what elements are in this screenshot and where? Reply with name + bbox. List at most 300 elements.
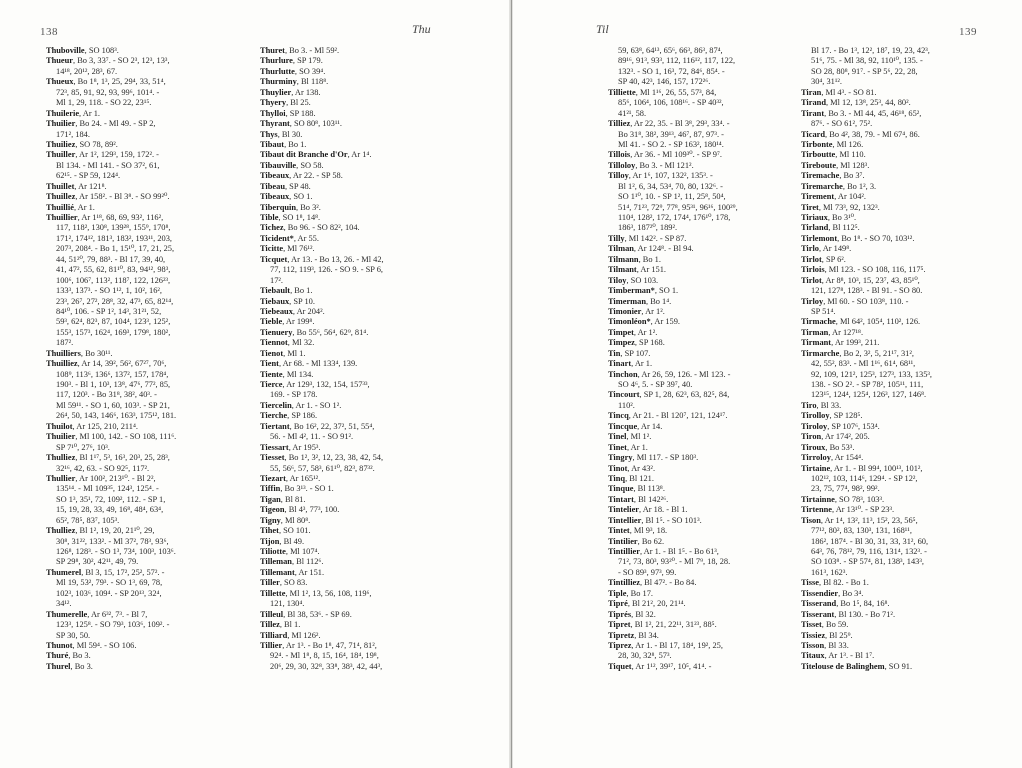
index-entry <box>260 610 474 620</box>
entry-surname: Tienuery <box>260 327 293 337</box>
entry-references: , Ml 123. - SO 108, 116, 117⁵. <box>824 265 926 275</box>
entry-references: , Bo 3⁴. <box>838 588 864 598</box>
entry-references: , Ml 110. <box>835 150 866 160</box>
entry-surname: Tiebault <box>260 286 291 296</box>
entry-references: Bo 31⁸, 38², 39¹³, 46⁷, 87, 97³. - <box>618 129 724 139</box>
entry-surname: Tireboute <box>801 160 837 170</box>
index-entry <box>46 641 260 651</box>
entry-surname: Tirmache <box>801 317 836 327</box>
entry-references: , SO 58. <box>296 160 324 170</box>
entry-references: 100⁶, 106⁷, 113², 118⁷, 122, 126²³, <box>56 275 171 285</box>
index-entry-continuation <box>46 338 260 348</box>
entry-references: Ml 19, 53², 79³. - SO 1³, 69, 78, <box>56 578 163 588</box>
entry-references: , Ar 129³, 132, 154, 157³³, <box>282 380 370 389</box>
entry-references: 20⁶, 29, 30, 32⁸, 33⁸, 38³, 42, 44³, <box>270 661 383 671</box>
entry-surname: Thuiller <box>46 150 76 160</box>
index-entry <box>608 464 822 474</box>
entry-surname: Tierche <box>260 411 288 421</box>
entry-surname: Thuiliez <box>46 139 76 149</box>
index-entry <box>801 98 1015 108</box>
entry-surname: Thumerel <box>46 567 82 577</box>
entry-surname: Tissiez <box>801 630 826 640</box>
entry-references: 102¹², 103, 114⁶, 129⁴. - SP 12², <box>811 473 918 483</box>
index-entry <box>801 317 1015 327</box>
entry-references: , Bo 1², 3. <box>842 181 877 191</box>
entry-references: , Bl 1¹⁷, 5³, 16³, 20³, 25, 28³, <box>75 453 170 463</box>
index-entry-continuation <box>801 359 1015 369</box>
entry-references: , Ar 13. - Bo 13, 26. - Ml 42, <box>287 254 384 264</box>
index-entry-continuation <box>608 401 822 411</box>
index-entry <box>260 349 474 359</box>
entry-surname: Tibauville <box>260 160 297 170</box>
entry-surname: Thuylier <box>260 87 292 97</box>
index-entry <box>801 432 1015 442</box>
entry-references: 89¹⁶, 91³, 93³, 112, 116¹², 117, 122, <box>618 56 736 66</box>
index-entry-continuation <box>46 328 260 338</box>
index-entry-continuation <box>46 171 260 181</box>
entry-references: , Bo 3². <box>296 202 321 212</box>
entry-references: , Bo 2, 3², 5, 21¹⁷, 31², <box>839 348 914 358</box>
index-entry-continuation <box>46 537 260 547</box>
index-entry <box>801 453 1015 463</box>
entry-references: , Bo 3. <box>70 661 93 671</box>
entry-surname: Tiliotte <box>260 547 286 556</box>
index-entry <box>801 182 1015 192</box>
index-entry-continuation <box>46 98 260 108</box>
index-entry <box>801 203 1015 213</box>
index-entry <box>608 349 822 359</box>
entry-references: , Ml 1¹⁶, 26, 55, 57³, 84, <box>635 87 717 97</box>
index-entry <box>801 401 1015 411</box>
entry-references: , Ml 1. <box>283 348 306 358</box>
entry-references: , Bl 1. <box>279 620 301 630</box>
entry-surname: Tinot <box>608 463 628 473</box>
index-entry-continuation <box>801 307 1015 317</box>
entry-references: , Ar 1. <box>626 442 648 452</box>
entry-surname: Tipretz <box>608 630 635 640</box>
entry-surname: Tiessart <box>260 442 289 452</box>
index-entry-continuation <box>801 46 1015 56</box>
entry-references: , Ar 1. - Bl 1⁵. - Bo 61³, <box>639 547 719 556</box>
entry-references: 155³, 157³, 162⁴, 169³, 179⁸, 180², <box>56 327 171 337</box>
index-entry <box>801 244 1015 254</box>
entry-references: , Bo 59. <box>821 620 849 630</box>
index-entry <box>46 203 260 213</box>
index-entry-continuation <box>801 77 1015 87</box>
entry-surname: Tiberquin <box>260 202 297 212</box>
index-entry-continuation <box>608 67 822 77</box>
index-entry-continuation <box>46 599 260 609</box>
entry-surname: Tintelier <box>608 505 640 515</box>
entry-surname: Tigan <box>260 494 281 504</box>
entry-surname: Tintilliez <box>608 578 640 588</box>
entry-references: 123³, 125⁸. - SO 79³, 103⁶, 109². - <box>56 620 170 630</box>
entry-references: SP 30, 50. <box>56 630 91 640</box>
index-entry-continuation <box>608 140 822 150</box>
index-column <box>801 46 1015 672</box>
index-entry-continuation <box>608 651 822 661</box>
entry-references: , Bo 16², 22, 37², 51, 55⁴, <box>289 421 375 431</box>
entry-references: , Ar 14, 39², 56², 67²⁷, 70⁶, <box>77 359 167 369</box>
entry-references: , Ar 204². <box>292 306 325 316</box>
entry-references: , Ar 43². <box>627 463 656 473</box>
entry-surname: Thurminy <box>260 77 297 87</box>
index-entry <box>260 516 474 526</box>
index-entry <box>260 589 474 599</box>
index-entry <box>260 474 474 484</box>
entry-references: , Bo 55⁶, 56⁴, 62⁹, 81⁴. <box>292 327 369 337</box>
entry-references: 108⁹, 113⁶, 136⁶, 137², 157, 178⁴, <box>56 369 169 379</box>
entry-surname: Tigny <box>260 515 281 525</box>
entry-surname: Tintart <box>608 494 634 504</box>
entry-surname: Thunot <box>46 640 73 650</box>
page-number: 139 <box>959 26 977 38</box>
entry-references: , Bo 3, 33⁷. - SO 2³, 12³, 13³, <box>73 56 170 66</box>
index-entry <box>46 651 260 661</box>
entry-references: , SO 78, 89². <box>75 139 118 149</box>
index-entry-continuation <box>46 516 260 526</box>
entry-surname: Tibaut dit Branche d'Or <box>260 150 348 160</box>
entry-references: 138. - SO 2². - SP 78², 105¹¹, 111, <box>811 380 924 389</box>
entry-references: 28, 30, 32⁸, 57³. <box>618 651 672 661</box>
entry-surname: Tichez <box>260 223 284 233</box>
entry-references: , Bl 25. <box>286 98 311 108</box>
entry-references: , Ar 158². - Bl 3⁸. - SO 99²⁰. <box>75 192 170 202</box>
entry-references: 23, 75, 77⁴, 98², 99². <box>811 484 880 494</box>
entry-surname: Tibeaux <box>260 171 290 181</box>
entry-references: , Bo 1², 3², 12, 23, 38, 42, 54, <box>284 453 384 463</box>
entry-references: , Ml 126². <box>287 630 321 640</box>
entry-surname: Thuillet <box>46 181 75 191</box>
entry-references: 186³, 187²⁰, 189². <box>618 223 678 233</box>
entry-references: Bl 134. - Ml 141. - SO 37², 61, <box>56 160 160 170</box>
entry-references: , Ar 151. <box>636 265 667 275</box>
index-entry <box>46 150 260 160</box>
index-entry <box>46 662 260 672</box>
index-entry-continuation <box>801 557 1015 567</box>
entry-references: SP 29⁸, 30², 42¹¹, 49, 79. <box>56 557 139 567</box>
index-entry <box>46 349 260 359</box>
entry-references: 30⁸, 31²², 133². - Ml 37², 78³, 93⁶, <box>56 536 169 546</box>
entry-references: 133³, 137³. - SO 1¹², 1, 10², 16², <box>56 286 163 296</box>
entry-surname: Tiloy <box>608 275 627 285</box>
entry-references: , Ml 80⁸. <box>280 515 311 525</box>
entry-references: , Ar 127¹⁸. <box>828 327 864 337</box>
entry-surname: Thuilot <box>46 421 73 431</box>
entry-references: , Ar 1². <box>633 327 658 337</box>
entry-surname: Tirtainne <box>801 494 835 504</box>
entry-surname: Tirmant <box>801 338 832 348</box>
index-entry <box>260 255 474 265</box>
entry-references: , Ar 138. <box>291 87 321 97</box>
index-entry <box>608 578 822 588</box>
entry-surname: Thuilier <box>46 432 76 442</box>
entry-references: , Bl 38, 53⁶. - SP 69. <box>283 609 352 619</box>
entry-references: , SP 107⁶, 153⁴. <box>827 421 880 431</box>
entry-references: 15, 19, 28, 33, 49, 16⁸, 48⁴, 63⁴, <box>56 505 164 515</box>
entry-surname: Tillier <box>260 640 283 650</box>
index-entry-continuation <box>608 182 822 192</box>
index-entry <box>801 255 1015 265</box>
index-entry <box>260 234 474 244</box>
entry-references: 44, 51²⁰, 79, 88³. - Bl 17, 39, 40, <box>56 254 166 264</box>
entry-references: , Bl 142²⁶. <box>633 494 669 504</box>
entry-references: Bl 17. - Bo 1³, 12², 18⁷, 19, 23, 42³, <box>811 46 930 55</box>
entry-references: 126⁸, 128³. - SO 1³, 73⁴, 100³, 103⁶. <box>56 547 176 556</box>
entry-references: , Ar 22. - SP 58. <box>289 171 343 181</box>
index-column <box>260 46 474 672</box>
index-entry-continuation <box>46 67 260 77</box>
entry-references: , Ar 1¹², 39¹⁷, 10⁵, 41⁴. - <box>631 661 712 671</box>
entry-surname: Tillois <box>608 150 631 160</box>
index-entry <box>801 610 1015 620</box>
entry-surname: Tirbonte <box>801 139 833 149</box>
index-entry <box>801 599 1015 609</box>
entry-references: , Bo 24. - Ml 49. - SP 2, <box>75 119 156 129</box>
index-entry-continuation <box>46 443 260 453</box>
entry-references: , SO 1. <box>289 192 313 202</box>
entry-references: SO 103⁸. - SP 57⁴, 81, 138³, 143³, <box>811 557 924 567</box>
index-entry <box>260 453 474 463</box>
index-entry <box>260 140 474 150</box>
index-entry <box>801 578 1015 588</box>
entry-references: Bl 1², 6, 34, 53⁴, 70, 80, 132⁶. - <box>618 181 723 191</box>
entry-references: , Ar 195³. <box>288 442 321 452</box>
index-entry <box>260 328 474 338</box>
index-entry-continuation <box>801 370 1015 380</box>
index-entry-continuation <box>46 505 260 515</box>
index-entry <box>801 422 1015 432</box>
entry-references: , Bl 118⁸. <box>296 77 329 87</box>
index-entry <box>260 359 474 369</box>
index-entry <box>260 547 474 557</box>
index-entry-continuation <box>608 46 822 56</box>
entry-references: , Ar 36. - Ml 109³⁰. - SP 9⁷. <box>630 150 722 160</box>
right-page <box>511 0 1022 768</box>
index-entry <box>801 443 1015 453</box>
index-entry <box>46 182 260 192</box>
entry-references: , SP 6². <box>821 254 846 264</box>
entry-references: , SO 78³, 103³. <box>834 494 885 504</box>
index-entry-continuation <box>608 77 822 87</box>
entry-surname: Tijon <box>260 536 280 546</box>
index-entry-continuation <box>260 276 474 286</box>
entry-surname: Tirement <box>801 192 835 202</box>
entry-references: 72³, 85, 91, 92, 93, 99⁶, 101⁴. - <box>56 87 160 97</box>
entry-surname: Tiran <box>801 87 822 97</box>
index-entry <box>801 662 1015 672</box>
entry-references: , Bl 4³, 77³, 100. <box>284 505 340 515</box>
entry-references: SO 1¹⁰, 10. - SP 1², 11, 25⁸, 50⁴, <box>618 192 726 202</box>
entry-surname: Thyrant <box>260 119 290 129</box>
entry-references: , Bo 1. <box>290 286 313 296</box>
entry-references: , Ar 26, 59, 126. - Ml 123. - <box>637 369 731 379</box>
entry-surname: Tirlemont <box>801 233 838 243</box>
entry-references: , Bl 1², 19, 20, 21¹⁰, 29, <box>75 526 155 536</box>
entry-references: , Ar 100², 213¹⁰. - Bl 2², <box>75 473 156 483</box>
entry-references: 14¹⁸, 20¹², 28³, 67. <box>56 66 118 76</box>
entry-surname: Tirlot <box>801 275 822 285</box>
entry-references: , Ml 126. <box>832 139 864 149</box>
entry-references: , Ar 1. <box>631 359 653 369</box>
index-entry <box>260 443 474 453</box>
index-entry-continuation <box>801 286 1015 296</box>
entry-surname: Tilleul <box>260 609 284 619</box>
index-entry-continuation <box>260 432 474 442</box>
entry-surname: Tincq <box>608 411 629 421</box>
index-entry-continuation <box>260 265 474 275</box>
entry-surname: Tinet <box>608 442 627 452</box>
entry-surname: Tingry <box>608 453 633 463</box>
entry-references: 207³, 208⁴. - Bo 1, 15¹⁰, 17, 21, 25, <box>56 244 175 254</box>
index-entry <box>46 474 260 484</box>
index-column <box>46 46 260 672</box>
entry-references: 26⁴, 50, 143, 146⁶, 163³, 175¹², 181. <box>56 411 177 421</box>
entry-references: , Ml 117. - SP 180³. <box>632 453 699 463</box>
index-entry <box>608 328 822 338</box>
entry-surname: Tiron <box>801 432 822 442</box>
index-entry <box>260 307 474 317</box>
entry-surname: Tiennot <box>260 338 288 348</box>
entry-references: 186², 187⁴. - Bl 30, 31, 33, 31², 60, <box>811 536 929 546</box>
entry-references: , SO 1⁸, 14⁸. <box>278 213 321 222</box>
entry-references: , Bl 1⁵. - SO 101³. <box>641 515 702 525</box>
entry-surname: Tisson <box>801 640 825 650</box>
index-entry <box>260 620 474 630</box>
index-entry <box>801 161 1015 171</box>
index-entry <box>801 297 1015 307</box>
entry-surname: Tinchon <box>608 369 638 379</box>
entry-surname: Thys <box>260 129 278 139</box>
entry-surname: Tierce <box>260 380 283 389</box>
index-entry <box>260 297 474 307</box>
index-entry <box>608 338 822 348</box>
entry-references: , Bl 25⁹. <box>825 630 853 640</box>
running-head: Til <box>596 22 609 36</box>
index-entry <box>260 77 474 87</box>
entry-references: 87⁶. - SO 61², 75². <box>811 119 873 129</box>
entry-surname: Ticquet <box>260 254 288 264</box>
index-entry <box>801 641 1015 651</box>
index-entry <box>608 516 822 526</box>
entry-references: , Bl 3, 15, 17², 25², 57². - <box>81 567 165 577</box>
entry-surname: Tipret <box>608 620 631 630</box>
entry-references: , Ml 73³, 92, 132³. <box>818 202 880 212</box>
index-entry <box>46 359 260 369</box>
index-entry-continuation <box>46 557 260 567</box>
entry-surname: Tiriaux <box>801 213 828 222</box>
entry-references: 187². <box>56 338 74 348</box>
index-entry-continuation <box>46 255 260 265</box>
index-entry <box>608 547 822 557</box>
entry-references: , Bo 30¹¹. <box>80 348 113 358</box>
entry-surname: Tintillier <box>608 547 640 556</box>
entry-references: , Ar 165¹². <box>285 473 321 483</box>
entry-references: , Ar 1⁴, 13², 11³, 15², 23, 56⁵, <box>820 515 918 525</box>
entry-references: , SP 107. <box>620 348 651 358</box>
entry-surname: Tisset <box>801 620 822 630</box>
entry-surname: Tigeon <box>260 505 285 515</box>
entry-references: , Bl 47². - Bo 84. <box>639 578 697 588</box>
index-entry-continuation <box>260 651 474 661</box>
entry-surname: Ticident* <box>260 233 294 243</box>
index-entry-continuation <box>608 203 822 213</box>
entry-references: 23³, 26⁷, 27², 28⁸, 32, 47³, 65, 82¹⁴, <box>56 296 174 306</box>
entry-references: , Bo 1. <box>638 254 661 264</box>
entry-surname: Tirboutte <box>801 150 836 160</box>
entry-surname: Tiremache <box>801 171 840 181</box>
entry-references: , Bo 1⁸. - SO 70, 103¹². <box>837 233 915 243</box>
entry-references: 30⁴, 31¹². <box>811 77 842 87</box>
entry-references: , SP 179. <box>292 56 323 66</box>
entry-references: , SP 168. <box>634 338 665 348</box>
entry-surname: Tisserand <box>801 599 837 609</box>
entry-references: , Bo 3. - Ml 121². <box>635 160 694 170</box>
entry-references: , Ar 1. - SO 1². <box>291 400 342 410</box>
entry-references: , SP 1, 28, 62³, 63, 82⁵, 84, <box>639 390 730 400</box>
entry-references: 190³. - Bl 1, 10³, 13⁸, 47⁶, 77², 85, <box>56 380 171 389</box>
entry-references: 117, 118², 130⁸, 139²⁸, 155⁹, 170⁸, <box>56 223 171 233</box>
entry-surname: Tisse <box>801 578 819 588</box>
entry-references: , Ar 199⁸. <box>282 317 315 327</box>
entry-surname: Thurlure <box>260 56 293 66</box>
entry-surname: Tillez <box>260 620 280 630</box>
entry-surname: Timpet <box>608 327 634 337</box>
entry-surname: Tirtenne <box>801 505 833 515</box>
entry-surname: Thulliez <box>46 526 76 536</box>
index-entry <box>608 244 822 254</box>
entry-surname: Thuré <box>46 651 69 661</box>
entry-references: , Bo 17. <box>626 588 653 598</box>
index-entry-continuation <box>46 390 260 400</box>
entry-references: , Ar 125, 210, 211⁴. <box>72 421 138 431</box>
entry-surname: Tilloloy <box>608 160 636 170</box>
index-entry <box>608 432 822 442</box>
index-entry-continuation <box>46 411 260 421</box>
entry-references: , Bl 1², 21, 22¹¹, 31²³, 88⁵. <box>630 620 717 630</box>
entry-surname: Thuillier <box>46 213 78 222</box>
index-entry <box>608 171 822 181</box>
index-entry <box>608 443 822 453</box>
entry-references: , Ar 1¹⁸, 68, 69, 93², 116², <box>77 213 164 222</box>
entry-references: , Ar 174², 205. <box>821 432 870 442</box>
entry-surname: Tiroux <box>801 442 826 452</box>
entry-references: , Ar 68. - Ml 133⁴, 139. <box>278 359 358 369</box>
entry-surname: Thuret <box>260 46 285 55</box>
entry-references: SO 1³, 35¹, 72, 109², 112. - SP 1, <box>56 494 166 504</box>
entry-references: , Bo 4², 38, 79. - Ml 67⁴, 86. <box>825 129 920 139</box>
entry-surname: Tirman <box>801 327 829 337</box>
entry-surname: Tisserant <box>801 609 835 619</box>
entry-surname: Tihet <box>260 526 279 536</box>
entry-surname: Tiente <box>260 369 283 379</box>
index-entry <box>46 140 260 150</box>
entry-references: , Ar 1. - Bl 17, 18⁴, 19², 25, <box>631 640 723 650</box>
index-entry <box>46 46 260 56</box>
entry-surname: Thurlutte <box>260 66 295 76</box>
entry-references: , Bo 3¹⁰. <box>827 213 857 222</box>
index-entry-continuation <box>801 67 1015 77</box>
entry-surname: Timonléon* <box>608 317 651 327</box>
index-entry <box>608 150 822 160</box>
index-entry <box>46 432 260 442</box>
index-entry <box>608 88 822 98</box>
index-entry <box>608 359 822 369</box>
entry-surname: Tirtaine <box>801 463 831 473</box>
index-entry <box>608 265 822 275</box>
index-entry <box>608 370 822 380</box>
entry-surname: Tirroloy <box>801 453 831 463</box>
